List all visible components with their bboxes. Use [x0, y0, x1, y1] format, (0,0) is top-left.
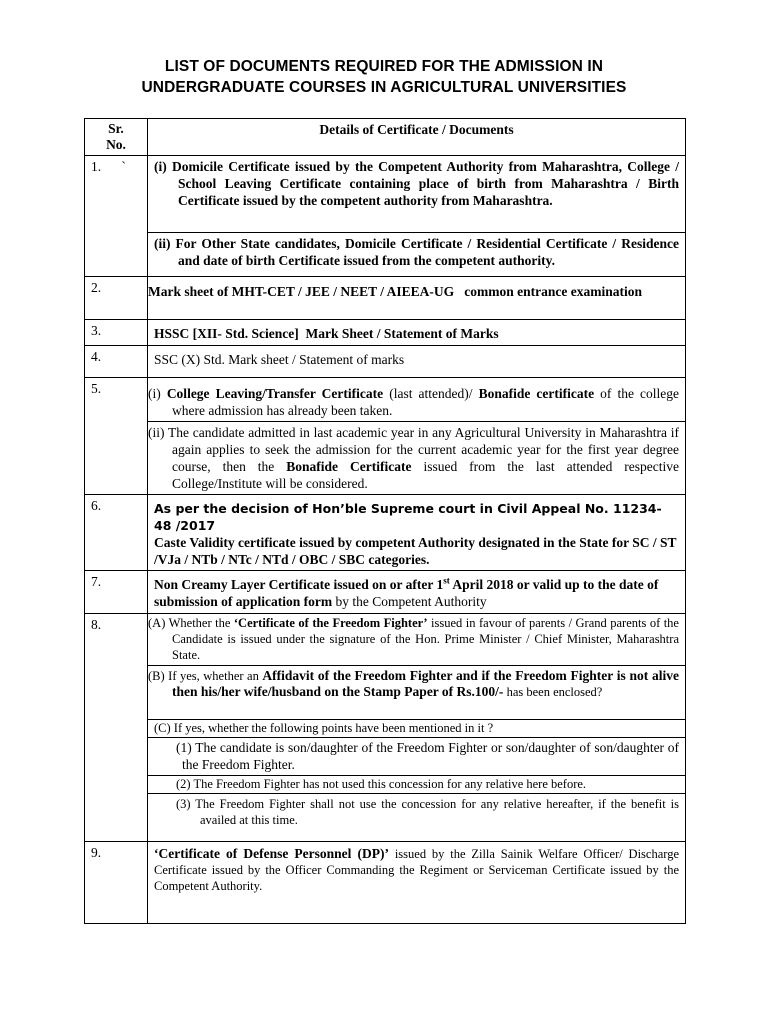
row-6-text — [148, 495, 686, 571]
table-row — [85, 614, 686, 666]
details-header: Details of Certificate / Documents — [148, 119, 686, 156]
row-6-line-1: As per the decision of Hon’ble Supreme court in Civil Appeal No. 11234-48 /2017 — [154, 501, 662, 533]
table-row — [85, 738, 686, 776]
row-1-item-ii: (ii) For Other State candidates, Domicile Certificate / Residential Certificate / Residence and date of birth Certificate issued from the competent authority. — [148, 233, 686, 277]
table-row — [85, 776, 686, 794]
row-number: 6. — [85, 495, 148, 571]
row-number: 5. — [85, 378, 148, 495]
table-row — [85, 666, 686, 720]
row-3-text: HSSC [XII- Std. Science] Mark Sheet / Statement of Marks — [148, 320, 686, 346]
documents-table — [84, 118, 686, 924]
row-5-item-ii: (ii) The candidate admitted in last academic year in any Agricultural University in Maharashtra if again applies to seek the admission for the current academic year for the first year degree course, then the Bonafide Certificate issued from the last attended respective College/Institute will be considered. — [148, 422, 686, 495]
table-row — [85, 794, 686, 842]
row-6-line-2: Caste Validity certificate issued by competent Authority designated in the State for SC / ST /VJa / NTb / NTc / NTd / OBC / SBC categories. — [154, 535, 677, 567]
table-row — [85, 277, 686, 320]
row-1-item-i: (i) Domicile Certificate issued by the Competent Authority from Maharashtra, College / School Leaving Certificate containing place of birth from Maharashtra / Birth Certificate issued by the competent authority from Maharashtra. — [148, 156, 686, 233]
table-header-row — [85, 119, 686, 156]
row-number: 9. — [85, 842, 148, 924]
row-number: 4. — [85, 346, 148, 378]
row-4-text: SSC (X) Std. Mark sheet / Statement of marks — [148, 346, 686, 378]
table-row — [85, 495, 686, 571]
row-8-point-2: (2) The Freedom Fighter has not used this concession for any relative here before. — [148, 776, 686, 794]
table-row — [85, 720, 686, 738]
row-8-point-1: (1) The candidate is son/daughter of the Freedom Fighter or son/daughter of son/daughter of the Freedom Fighter. — [148, 738, 686, 776]
table-row — [85, 320, 686, 346]
row-number: 2. — [85, 277, 148, 320]
table-row — [85, 346, 686, 378]
row-number: 3. — [85, 320, 148, 346]
document-title-line-2: UNDERGRADUATE COURSES IN AGRICULTURAL UNIVERSITIES — [141, 79, 627, 96]
table-row — [85, 571, 686, 614]
table-row — [85, 233, 686, 277]
row-8-point-3: (3) The Freedom Fighter shall not use the concession for any relative hereafter, if the benefit is availed at this time. — [148, 794, 686, 842]
row-7-text: Non Creamy Layer Certificate issued on or after 1st April 2018 or valid up to the date of submission of application form by the Competent Authority — [148, 571, 686, 614]
row-8-item-c: (C) If yes, whether the following points have been mentioned in it ? — [148, 720, 686, 738]
row-number: 1. ` — [85, 156, 148, 277]
row-8-item-b: (B) If yes, whether an Affidavit of the Freedom Fighter and if the Freedom Fighter is not alive then his/her wife/husband on the Stamp Paper of Rs.100/- has been enclosed? — [148, 666, 686, 720]
row-number: 7. — [85, 571, 148, 614]
row-number: 8. — [85, 614, 148, 842]
table-row — [85, 422, 686, 495]
row-9-text: ‘Certificate of Defense Personnel (DP)’ issued by the Zilla Sainik Welfare Officer/ Discharge Certificate issued by the Officer Commanding the Regiment or Serviceman Certificate issued by the Competent Authority. — [148, 842, 686, 924]
row-8-item-a: (A) Whether the ‘Certificate of the Freedom Fighter’ issued in favour of parents / Grand parents of the Candidate is issued under the signature of the Hon. Prime Minister / Chief Minister, Maharashtra State. — [148, 614, 686, 666]
table-row — [85, 842, 686, 924]
row-2-text: Mark sheet of MHT-CET / JEE / NEET / AIEEA-UG common entrance examination — [148, 277, 686, 320]
sr-no-header: Sr. No. — [85, 119, 148, 156]
document-title-line-1: LIST OF DOCUMENTS REQUIRED FOR THE ADMISSION IN — [164, 58, 604, 75]
table-row — [85, 156, 686, 233]
row-5-item-i: (i) College Leaving/Transfer Certificate (last attended)/ Bonafide certificate of the college where admission has already been taken. — [148, 378, 686, 422]
table-row — [85, 378, 686, 422]
